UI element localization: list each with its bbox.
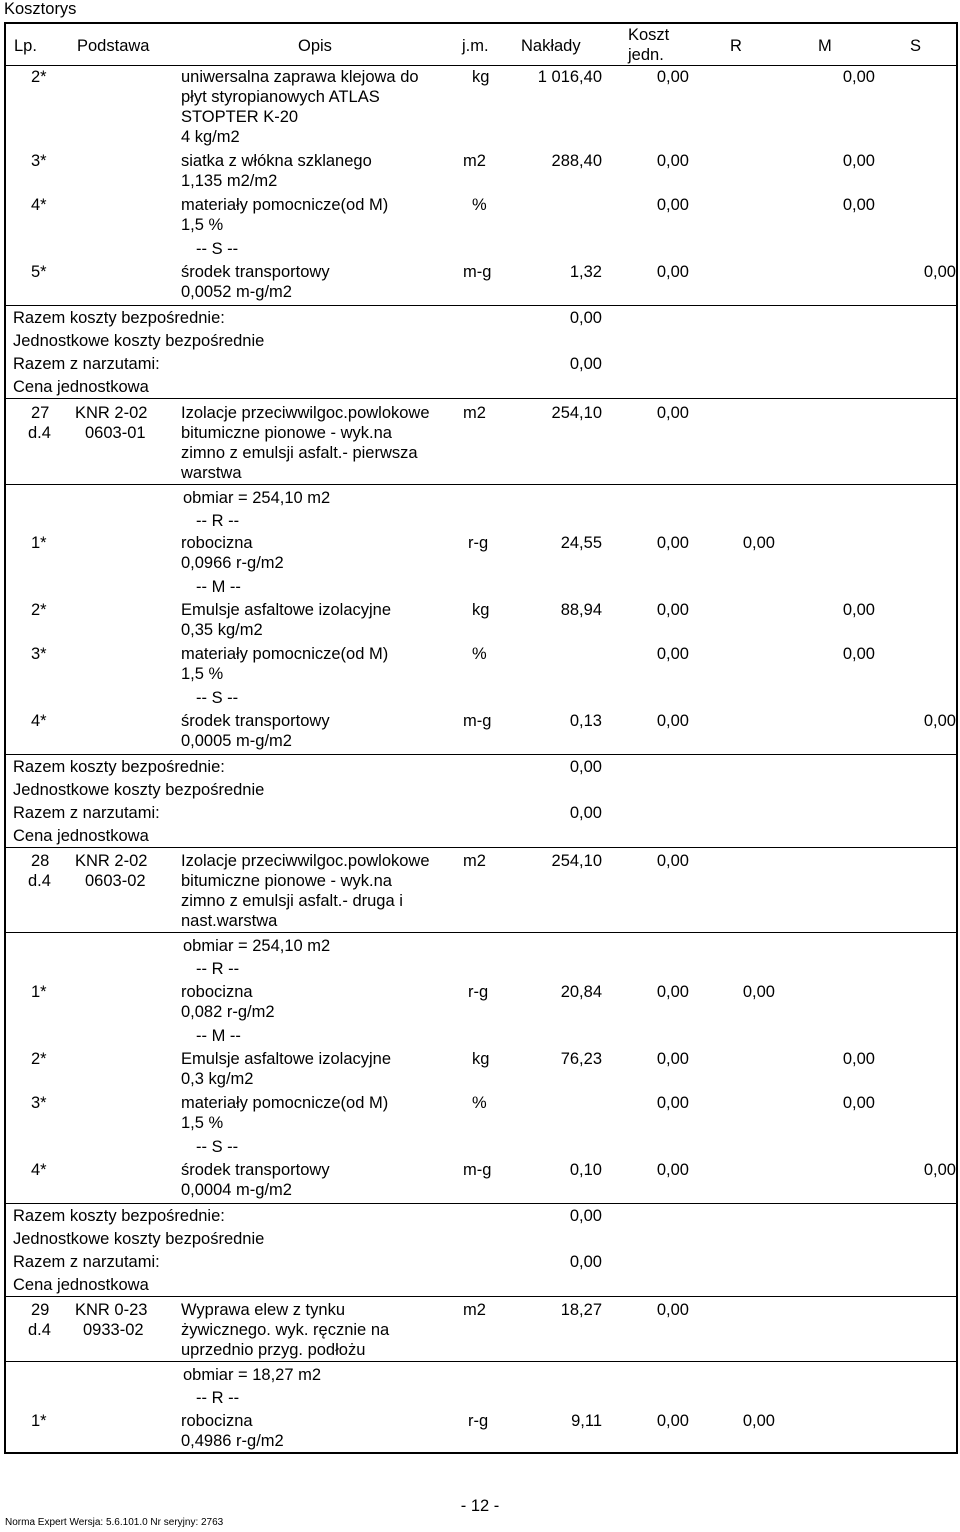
position-number: 29	[31, 1301, 50, 1319]
cena-jednostkowa-label: Cena jednostkowa	[13, 1276, 149, 1294]
item-norm: 0,4986 r-g/m2	[181, 1432, 284, 1450]
position-unit: m2	[463, 852, 486, 870]
item-lp: 1*	[31, 1412, 47, 1430]
header-opis: Opis	[298, 37, 332, 55]
item-quantity: 20,84	[560, 983, 602, 1001]
position-desc: uprzednio przyg. podłożu	[181, 1341, 366, 1359]
page-number: - 12 -	[460, 1497, 500, 1515]
item-cost: 0,00	[656, 645, 689, 663]
header-koszt-jedn: jedn.	[628, 46, 664, 64]
item-lp: 2*	[31, 601, 47, 619]
item-desc: materiały pomocnicze(od M)	[181, 1094, 389, 1112]
position-quantity: 18,27	[560, 1301, 602, 1319]
item-m-value: 0,00	[842, 1094, 875, 1112]
item-cost: 0,00	[656, 712, 689, 730]
item-quantity: 1,32	[569, 263, 602, 281]
item-norm: 1,5 %	[181, 665, 224, 683]
item-lp: 4*	[31, 1161, 47, 1179]
item-cost: 0,00	[656, 601, 689, 619]
item-desc: środek transportowy	[181, 263, 330, 281]
item-lp: 1*	[31, 983, 47, 1001]
section-separator-r: -- R --	[196, 960, 240, 978]
header-divider	[4, 65, 958, 66]
item-cost: 0,00	[656, 196, 689, 214]
item-unit: r-g	[468, 983, 489, 1001]
razem-bezposrednie-label: Razem koszty bezpośrednie:	[13, 309, 225, 327]
row-divider	[4, 1361, 958, 1362]
item-desc: STOPTER K-20	[181, 108, 299, 126]
position-cost: 0,00	[656, 852, 689, 870]
document-title: Kosztorys	[4, 0, 77, 18]
row-divider	[4, 847, 958, 848]
item-lp: 5*	[31, 263, 47, 281]
row-divider	[4, 1203, 958, 1204]
item-quantity: 1 016,40	[537, 68, 602, 86]
item-cost: 0,00	[656, 1161, 689, 1179]
item-cost: 0,00	[656, 983, 689, 1001]
position-desc: Wyprawa elew z tynku	[181, 1301, 345, 1319]
item-desc: Emulsje asfaltowe izolacyjne	[181, 1050, 392, 1068]
item-norm: 0,0004 m-g/m2	[181, 1181, 292, 1199]
razem-bezposrednie-value: 0,00	[569, 758, 602, 776]
position-basis-code: 0603-01	[85, 424, 146, 442]
table-top-border	[4, 22, 958, 24]
section-separator-r: -- R --	[196, 1389, 240, 1407]
item-unit: m2	[463, 152, 486, 170]
item-lp: 4*	[31, 712, 47, 730]
item-desc: robocizna	[181, 1412, 253, 1430]
row-divider	[4, 1296, 958, 1297]
item-lp: 2*	[31, 1050, 47, 1068]
item-cost: 0,00	[656, 68, 689, 86]
row-divider	[4, 305, 958, 306]
item-lp: 3*	[31, 645, 47, 663]
section-separator-s: -- S --	[196, 689, 239, 707]
item-m-value: 0,00	[842, 645, 875, 663]
header-lp: Lp.	[14, 37, 37, 55]
razem-narzuty-value: 0,00	[569, 355, 602, 373]
table-right-border	[956, 22, 958, 1454]
header-jm: j.m.	[462, 37, 489, 55]
item-m-value: 0,00	[842, 1050, 875, 1068]
item-desc: środek transportowy	[181, 1161, 330, 1179]
jednostkowe-label: Jednostkowe koszty bezpośrednie	[13, 781, 265, 799]
header-s: S	[910, 37, 922, 55]
position-desc: Izolacje przeciwwilgoc.powlokowe	[181, 404, 430, 422]
razem-bezposrednie-label: Razem koszty bezpośrednie:	[13, 758, 225, 776]
item-unit: m-g	[463, 263, 492, 281]
item-quantity: 0,10	[569, 1161, 602, 1179]
row-divider	[4, 932, 958, 933]
position-desc: zimno z emulsji asfalt.- druga i	[181, 892, 403, 910]
item-cost: 0,00	[656, 1412, 689, 1430]
item-m-value: 0,00	[842, 196, 875, 214]
item-lp: 1*	[31, 534, 47, 552]
item-s-value: 0,00	[923, 712, 956, 730]
section-separator-s: -- S --	[196, 240, 239, 258]
position-desc: żywicznego. wyk. ręcznie na	[181, 1321, 390, 1339]
position-unit: m2	[463, 1301, 486, 1319]
item-cost: 0,00	[656, 263, 689, 281]
item-s-value: 0,00	[923, 1161, 956, 1179]
item-norm: 0,0052 m-g/m2	[181, 283, 292, 301]
item-s-value: 0,00	[923, 263, 956, 281]
position-basis-code: 0933-02	[83, 1321, 144, 1339]
item-desc: robocizna	[181, 534, 253, 552]
item-lp: 3*	[31, 152, 47, 170]
position-desc: nast.warstwa	[181, 912, 278, 930]
item-desc: robocizna	[181, 983, 253, 1001]
item-norm: 0,35 kg/m2	[181, 621, 263, 639]
cena-jednostkowa-label: Cena jednostkowa	[13, 378, 149, 396]
row-divider	[4, 754, 958, 755]
item-r-value: 0,00	[742, 983, 775, 1001]
section-separator-m: -- M --	[196, 1027, 241, 1045]
position-basis: KNR 0-23	[75, 1301, 148, 1319]
item-desc: materiały pomocnicze(od M)	[181, 645, 389, 663]
row-divider	[4, 484, 958, 485]
section-separator-r: -- R --	[196, 512, 240, 530]
item-lp: 4*	[31, 196, 47, 214]
position-desc: zimno z emulsji asfalt.- pierwsza	[181, 444, 418, 462]
position-desc: bitumiczne pionowe - wyk.na	[181, 872, 392, 890]
position-cost: 0,00	[656, 1301, 689, 1319]
razem-bezposrednie-value: 0,00	[569, 309, 602, 327]
item-quantity: 88,94	[560, 601, 602, 619]
position-quantity: 254,10	[551, 852, 602, 870]
item-r-value: 0,00	[742, 1412, 775, 1430]
table-left-border	[4, 22, 6, 1454]
item-cost: 0,00	[656, 1094, 689, 1112]
item-unit: kg	[472, 601, 490, 619]
item-unit: kg	[472, 1050, 490, 1068]
razem-narzuty-label: Razem z narzutami:	[13, 1253, 160, 1271]
position-basis: KNR 2-02	[75, 852, 148, 870]
razem-narzuty-value: 0,00	[569, 1253, 602, 1271]
item-norm: 1,5 %	[181, 216, 224, 234]
item-m-value: 0,00	[842, 152, 875, 170]
item-norm: 0,0005 m-g/m2	[181, 732, 292, 750]
item-unit: r-g	[468, 534, 489, 552]
item-m-value: 0,00	[842, 68, 875, 86]
position-section: d.4	[28, 1321, 51, 1339]
software-info: Norma Expert Wersja: 5.6.101.0 Nr seryjny: 2763	[5, 1517, 224, 1528]
jednostkowe-label: Jednostkowe koszty bezpośrednie	[13, 1230, 265, 1248]
position-basis: KNR 2-02	[75, 404, 148, 422]
row-divider	[4, 398, 958, 399]
razem-narzuty-label: Razem z narzutami:	[13, 804, 160, 822]
header-naklady: Nakłady	[521, 37, 581, 55]
obmiar: obmiar = 18,27 m2	[183, 1366, 322, 1384]
position-number: 28	[31, 852, 50, 870]
position-number: 27	[31, 404, 50, 422]
item-norm: 1,5 %	[181, 1114, 224, 1132]
item-unit: %	[472, 1094, 487, 1112]
item-norm: 0,3 kg/m2	[181, 1070, 254, 1088]
cena-jednostkowa-label: Cena jednostkowa	[13, 827, 149, 845]
item-norm: 0,082 r-g/m2	[181, 1003, 275, 1021]
item-quantity: 76,23	[560, 1050, 602, 1068]
razem-narzuty-value: 0,00	[569, 804, 602, 822]
item-norm: 4 kg/m2	[181, 128, 240, 146]
position-desc: warstwa	[181, 464, 242, 482]
position-section: d.4	[28, 872, 51, 890]
item-unit: %	[472, 196, 487, 214]
position-desc: Izolacje przeciwwilgoc.powlokowe	[181, 852, 430, 870]
item-r-value: 0,00	[742, 534, 775, 552]
header-m: M	[818, 37, 832, 55]
position-quantity: 254,10	[551, 404, 602, 422]
position-section: d.4	[28, 424, 51, 442]
section-separator-s: -- S --	[196, 1138, 239, 1156]
header-r: R	[730, 37, 742, 55]
item-desc: środek transportowy	[181, 712, 330, 730]
item-unit: %	[472, 645, 487, 663]
item-unit: m-g	[463, 1161, 492, 1179]
item-lp: 3*	[31, 1094, 47, 1112]
header-koszt: Koszt	[628, 26, 670, 44]
position-basis-code: 0603-02	[85, 872, 146, 890]
item-quantity: 0,13	[569, 712, 602, 730]
item-desc: materiały pomocnicze(od M)	[181, 196, 389, 214]
item-desc: uniwersalna zaprawa klejowa do	[181, 68, 419, 86]
obmiar: obmiar = 254,10 m2	[183, 937, 331, 955]
item-unit: m-g	[463, 712, 492, 730]
item-quantity: 288,40	[551, 152, 602, 170]
razem-bezposrednie-value: 0,00	[569, 1207, 602, 1225]
section-separator-m: -- M --	[196, 578, 241, 596]
item-norm: 1,135 m2/m2	[181, 172, 278, 190]
item-norm: 0,0966 r-g/m2	[181, 554, 284, 572]
item-cost: 0,00	[656, 1050, 689, 1068]
item-cost: 0,00	[656, 534, 689, 552]
position-desc: bitumiczne pionowe - wyk.na	[181, 424, 392, 442]
item-cost: 0,00	[656, 152, 689, 170]
item-desc: siatka z włókna szklanego	[181, 152, 372, 170]
jednostkowe-label: Jednostkowe koszty bezpośrednie	[13, 332, 265, 350]
item-m-value: 0,00	[842, 601, 875, 619]
item-lp: 2*	[31, 68, 47, 86]
position-cost: 0,00	[656, 404, 689, 422]
item-quantity: 24,55	[560, 534, 602, 552]
razem-narzuty-label: Razem z narzutami:	[13, 355, 160, 373]
item-desc: Emulsje asfaltowe izolacyjne	[181, 601, 392, 619]
position-unit: m2	[463, 404, 486, 422]
table-bottom-border	[4, 1452, 958, 1454]
obmiar: obmiar = 254,10 m2	[183, 489, 331, 507]
item-desc: płyt styropianowych ATLAS	[181, 88, 380, 106]
item-unit: r-g	[468, 1412, 489, 1430]
item-quantity: 9,11	[571, 1412, 602, 1430]
header-podstawa: Podstawa	[77, 37, 150, 55]
item-unit: kg	[472, 68, 490, 86]
razem-bezposrednie-label: Razem koszty bezpośrednie:	[13, 1207, 225, 1225]
